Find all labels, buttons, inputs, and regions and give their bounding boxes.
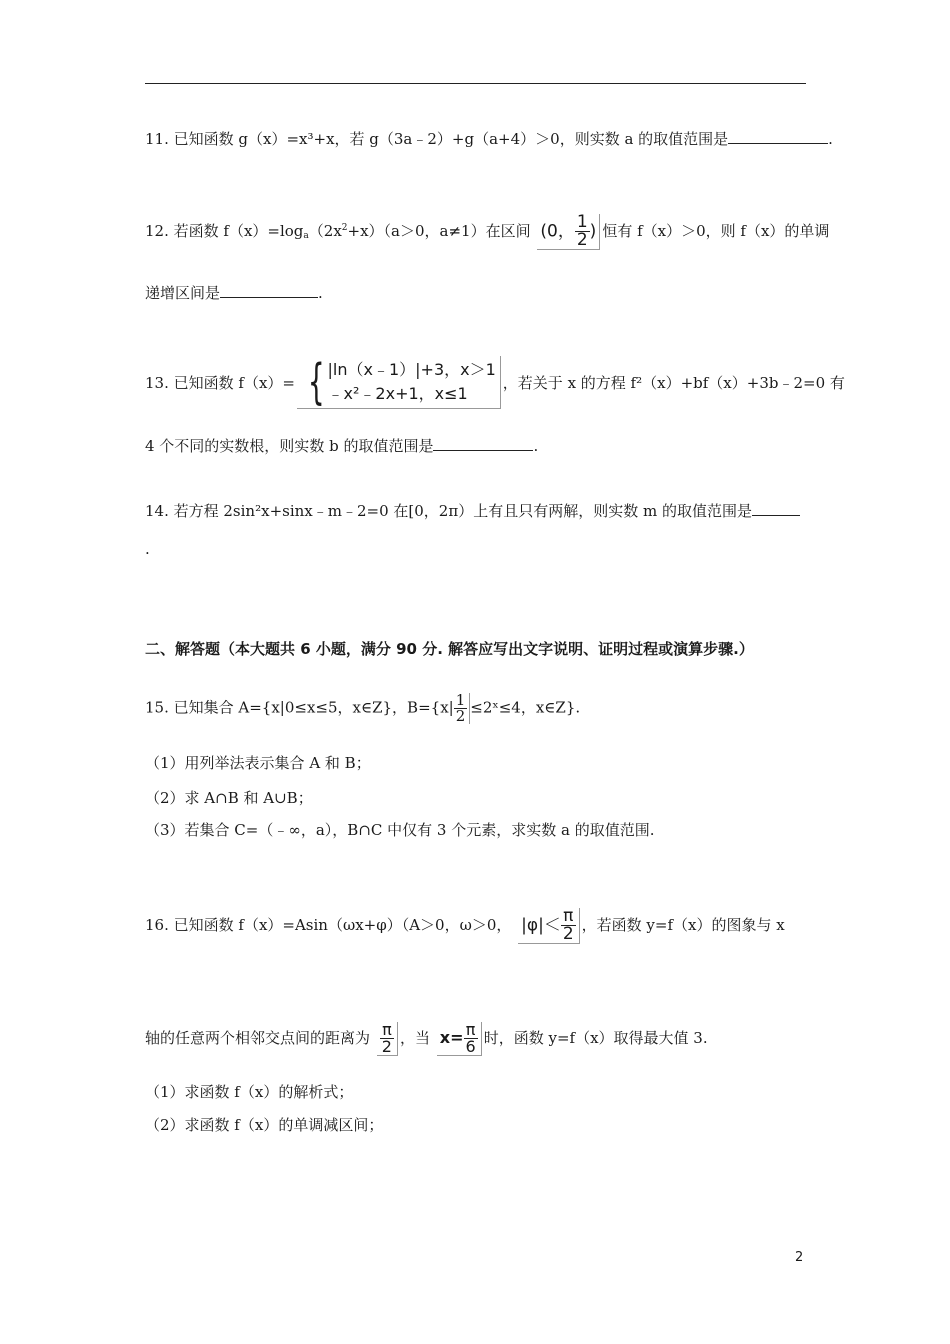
answer-blank-11 bbox=[728, 129, 828, 144]
case-1: |ln（x﹣1）|+3，x＞1 bbox=[327, 360, 496, 379]
fraction: $\frac{1}{2}$ bbox=[454, 693, 471, 724]
case-2: ﹣x²﹣2x+1，x≤1 bbox=[327, 384, 468, 403]
answer-blank-12 bbox=[220, 283, 318, 298]
section-title: 二、解答题（本大题共 6 小题，满分 90 分. 解答应写出文字说明、证明过程或演算步骤.） bbox=[145, 640, 754, 658]
question-11-text: 11. 已知函数 g（x）=x³+x，若 g（3a﹣2）+g（a+4）＞0，则实数 a 的取值范围是 bbox=[145, 130, 729, 148]
question-15-part-3: （3）若集合 C=（﹣∞，a），B∩C 中仅有 3 个元素，求实数 a 的取值范围. bbox=[145, 821, 655, 839]
fraction: $\frac{\pi}{2}$ bbox=[562, 906, 574, 944]
question-13-line2: 4 个不同的实数根，则实数 b 的取值范围是 . bbox=[145, 437, 539, 455]
answer-blank-13 bbox=[433, 436, 533, 451]
question-13: 13. 已知函数 f（x）= { |ln（x﹣1）|+3，x＞1 ﹣x²﹣2x+1，x≤1 ，若关于 x 的方程 f²（x）+bf（x）+3b﹣2=0 有 bbox=[145, 354, 845, 410]
question-16-part-1: （1）求函数 f（x）的解析式； bbox=[145, 1083, 354, 1101]
page-number: 2 bbox=[795, 1250, 804, 1265]
question-14-line2: . bbox=[145, 540, 150, 558]
question-15-part-1: （1）用列举法表示集合 A 和 B； bbox=[145, 754, 371, 772]
answer-blank-14 bbox=[752, 501, 800, 516]
brace-symbol: { bbox=[307, 354, 325, 410]
header-rule bbox=[145, 83, 806, 84]
distance-formula bbox=[377, 1022, 398, 1056]
question-12-line2: 递增区间是 . bbox=[145, 284, 323, 302]
condition-formula: |φ|＜ $\frac{\pi}{2}$ bbox=[518, 908, 580, 944]
question-16: 16. 已知函数 f（x）=Asin（ωx+φ）（A＞0，ω＞0， |φ|＜ $\frac{\pi}{2}$ ，若函数 y=f（x）的图象与 x bbox=[145, 906, 785, 944]
piecewise-formula bbox=[297, 356, 501, 409]
question-15-part-2: （2）求 A∩B 和 A∪B； bbox=[145, 789, 313, 807]
fraction: $\frac{\pi}{2}$ bbox=[381, 1020, 392, 1056]
question-12: 12. 若函数 $f(x)=\log_a(2x^2+x)(a>0$，a≠1）在区间 (0， $\frac{1}{2}$ ) 恒有 f（x）＞0，则 f（x）的单调 bbox=[145, 212, 830, 250]
fraction: $\frac{\pi}{6}$ bbox=[465, 1020, 476, 1056]
x-value-formula: x= $\frac{\pi}{6}$ bbox=[437, 1022, 482, 1056]
question-14: 14. 若方程 2sin²x+sinx﹣m﹣2=0 在[0，2π）上有且只有两解，则实数 m 的取值范围是 bbox=[145, 500, 800, 522]
fraction: $\frac{1}{2}$ bbox=[576, 212, 588, 250]
question-11: 11. 已知函数 g（x）=x³+x，若 g（3a﹣2）+g（a+4）＞0，则实数 a 的取值范围是 . bbox=[145, 130, 833, 148]
interval-formula: (0， $\frac{1}{2}$ ) bbox=[537, 214, 600, 250]
question-16-line2: 轴的任意两个相邻交点间的距离为 $\frac{\pi}{2}$ ，当 x= $\frac{\pi}{6}$ 时，函数 y=f（x）取得最大值 3. bbox=[145, 1020, 708, 1056]
question-15: 15. 已知集合 A={x|0≤x≤5，x∈Z}，B={x| $\frac{1}{2}$ ≤2ˣ≤4，x∈Z}. bbox=[145, 691, 581, 725]
question-16-part-2: （2）求函数 f（x）的单调减区间； bbox=[145, 1116, 384, 1134]
